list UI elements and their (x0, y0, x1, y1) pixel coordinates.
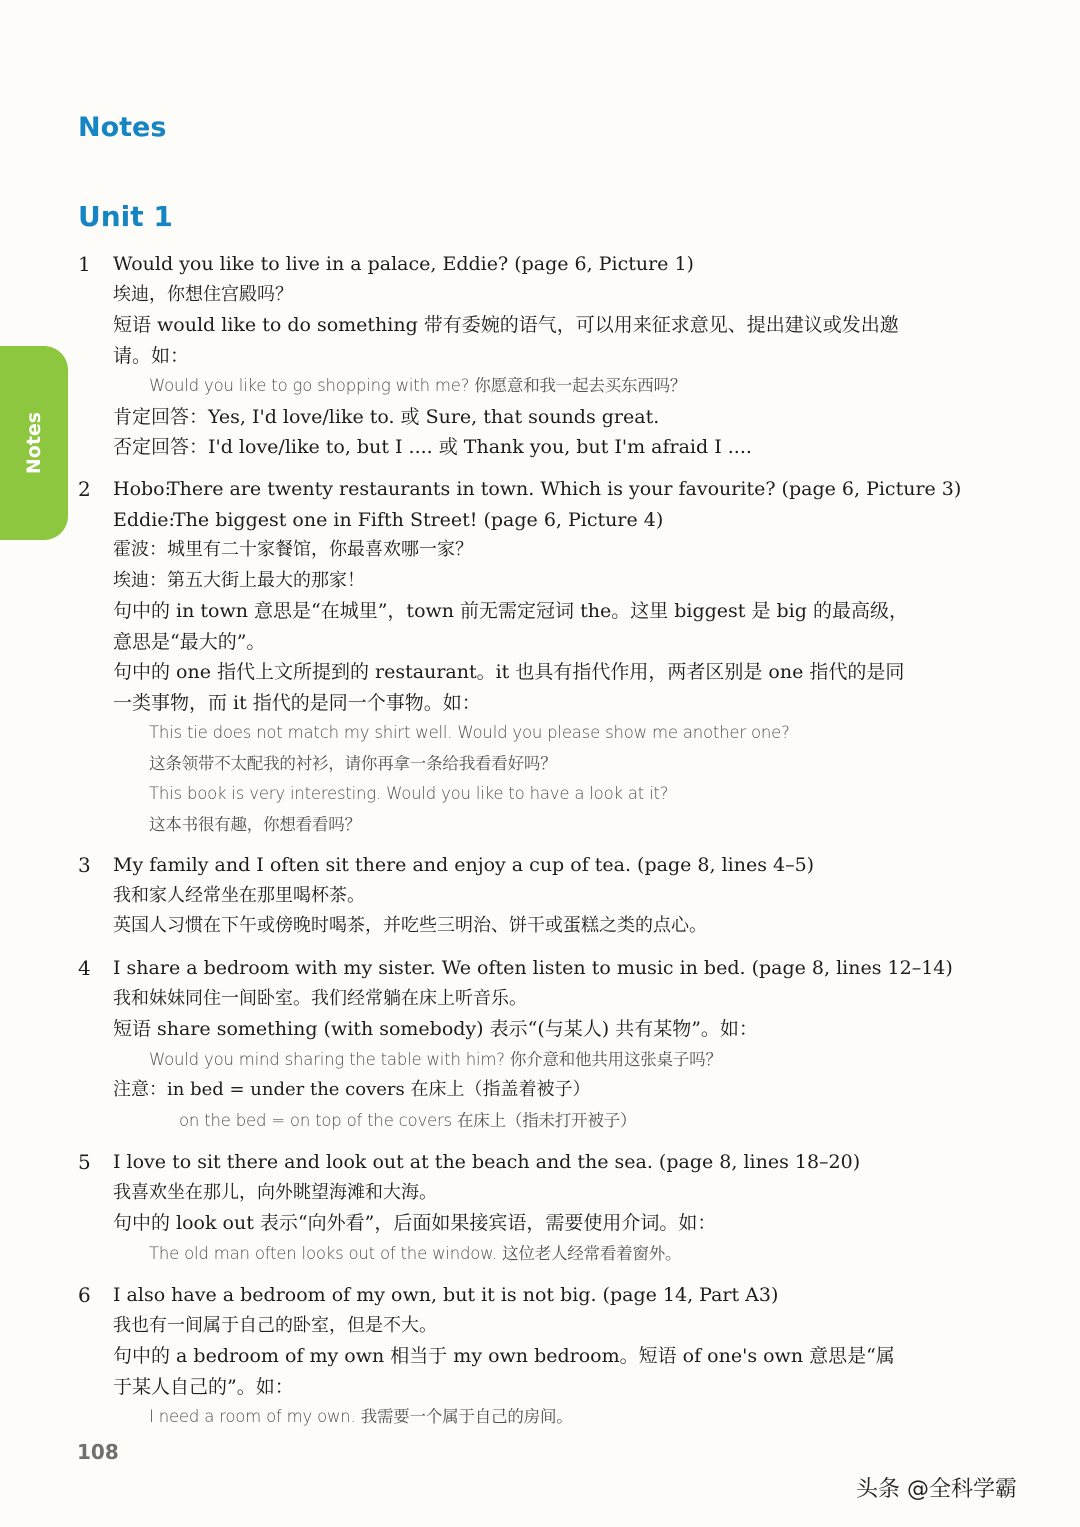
note-example-translation: 这条领带不太配我的衬衫，请你再拿一条给我看看好吗？ (149, 753, 557, 773)
note-heading: I also have a bedroom of my own, but it is not big. (page 14, Part A3) (113, 1284, 779, 1306)
note-4 (78, 953, 1023, 1136)
note-translation: 埃迪：第五大街上最大的那家！ (113, 569, 365, 591)
note-1 (78, 249, 1023, 463)
note-explanation: 请。如： (113, 344, 190, 367)
note-explanation: 短语 share something (with somebody) 表示“(与某人) 共有某物”。如： (113, 1018, 758, 1040)
note-explanation: 句中的 a bedroom of my own 相当于 my own bedroom。短语 of one's own 意思是“属 (113, 1345, 895, 1367)
note-example: The old man often looks out of the window. 这位老人经常看着窗外。 (149, 1243, 682, 1263)
note-body (113, 953, 1023, 1136)
note-translation: 我喜欢坐在那儿，向外眺望海滩和大海。 (113, 1181, 437, 1203)
note-number: 1 (78, 252, 91, 276)
note-explanation: 短语 would like to do something 带有委婉的语气，可以用来征求意见、提出建议或发出邀 (113, 314, 899, 336)
note-heading: I love to sit there and look out at the beach and the sea. (page 8, lines 18–20) (113, 1151, 861, 1173)
note-body (113, 474, 1023, 840)
note-caution: 注意：in bed = under the covers 在床上（指盖着被子） (113, 1079, 591, 1100)
note-translation: 我也有一间属于自己的卧室，但是不大。 (113, 1314, 437, 1336)
note-positive-answer: 肯定回答：Yes, I'd love/like to. 或 Sure, that sounds great. (113, 405, 660, 428)
note-number: 2 (78, 477, 91, 501)
note-2 (78, 474, 1023, 840)
note-example: Would you like to go shopping with me? 你愿意和我一起去买东西吗？ (149, 376, 687, 395)
note-number: 4 (78, 956, 91, 980)
dialogue-text: There are twenty restaurants in town. Which is your favourite? (page 6, Picture 3) (167, 478, 962, 500)
note-explanation: 一类事物，而 it 指代的是同一个事物。如： (113, 691, 481, 714)
side-tab-label: Notes (23, 411, 45, 475)
note-translation: 我和妹妹同住一间卧室。我们经常躺在床上听音乐。 (113, 987, 527, 1009)
note-explanation: 句中的 one 指代上文所提到的 restaurant。it 也具有指代作用，两者区别是 one 指代的是同 (113, 661, 905, 683)
note-negative-answer: 否定回答：I'd love/like to, but I .... 或 Thank you, but I'm afraid I .... (113, 436, 752, 458)
note-body (113, 850, 1023, 942)
note-heading: Would you like to live in a palace, Eddie? (page 6, Picture 1) (113, 253, 694, 275)
note-number: 6 (78, 1283, 91, 1307)
note-example: This book is very interesting. Would you like to have a look at it? (149, 784, 669, 803)
note-number: 5 (78, 1150, 91, 1174)
note-number: 3 (78, 853, 91, 877)
note-explanation: 英国人习惯在下午或傍晚时喝茶，并吃些三明治、饼干或蛋糕之类的点心。 (113, 915, 707, 936)
note-heading: My family and I often sit there and enjoy a cup of tea. (page 8, lines 4–5) (113, 854, 815, 876)
note-body (113, 1280, 1023, 1433)
watermark: 头条 @全科学霸 (856, 1477, 1017, 1502)
speaker: Eddie: (113, 508, 175, 531)
note-example-translation: 这本书很有趣，你想看看吗？ (149, 814, 361, 834)
note-explanation: 句中的 look out 表示“向外看”，后面如果接宾语，需要使用介词。如： (113, 1212, 717, 1234)
speaker: Hobo: (113, 478, 172, 500)
note-explanation: 意思是“最大的”。 (113, 630, 266, 653)
note-example: I need a room of my own. 我需要一个属于自己的房间。 (149, 1407, 573, 1426)
note-5 (78, 1147, 1023, 1269)
side-tab (0, 346, 68, 540)
note-body (113, 1147, 1023, 1269)
note-explanation: 句中的 in town 意思是“在城里”，town 前无需定冠词 the。这里 biggest 是 big 的最高级， (113, 600, 908, 622)
note-body (113, 249, 1023, 463)
note-heading: I share a bedroom with my sister. We often listen to music in bed. (page 8, lines 12–14) (113, 957, 953, 979)
note-translation: 埃迪，你想住宫殿吗？ (113, 283, 293, 305)
dialogue-text: The biggest one in Fifth Street! (page 6, Picture 4) (173, 508, 664, 531)
note-3 (78, 850, 1023, 942)
note-caution: on the bed = on top of the covers 在床上（指未打开被子） (179, 1110, 637, 1130)
note-example: This tie does not match my shirt well. Would you please show me another one? (149, 723, 790, 742)
note-translation: 我和家人经常坐在那里喝杯茶。 (113, 884, 365, 906)
note-explanation: 于某人自己的”。如： (113, 1375, 294, 1398)
page-title: Notes (78, 112, 167, 143)
note-translation: 霍波：城里有二十家餐馆，你最喜欢哪一家？ (113, 539, 473, 560)
note-example: Would you mind sharing the table with him? 你介意和他共用这张桌子吗？ (149, 1049, 722, 1069)
dialogue-line (113, 474, 1023, 505)
note-6 (78, 1280, 1023, 1433)
page-number: 108 (77, 1440, 119, 1464)
unit-title: Unit 1 (78, 200, 173, 233)
dialogue-line (113, 505, 1023, 536)
